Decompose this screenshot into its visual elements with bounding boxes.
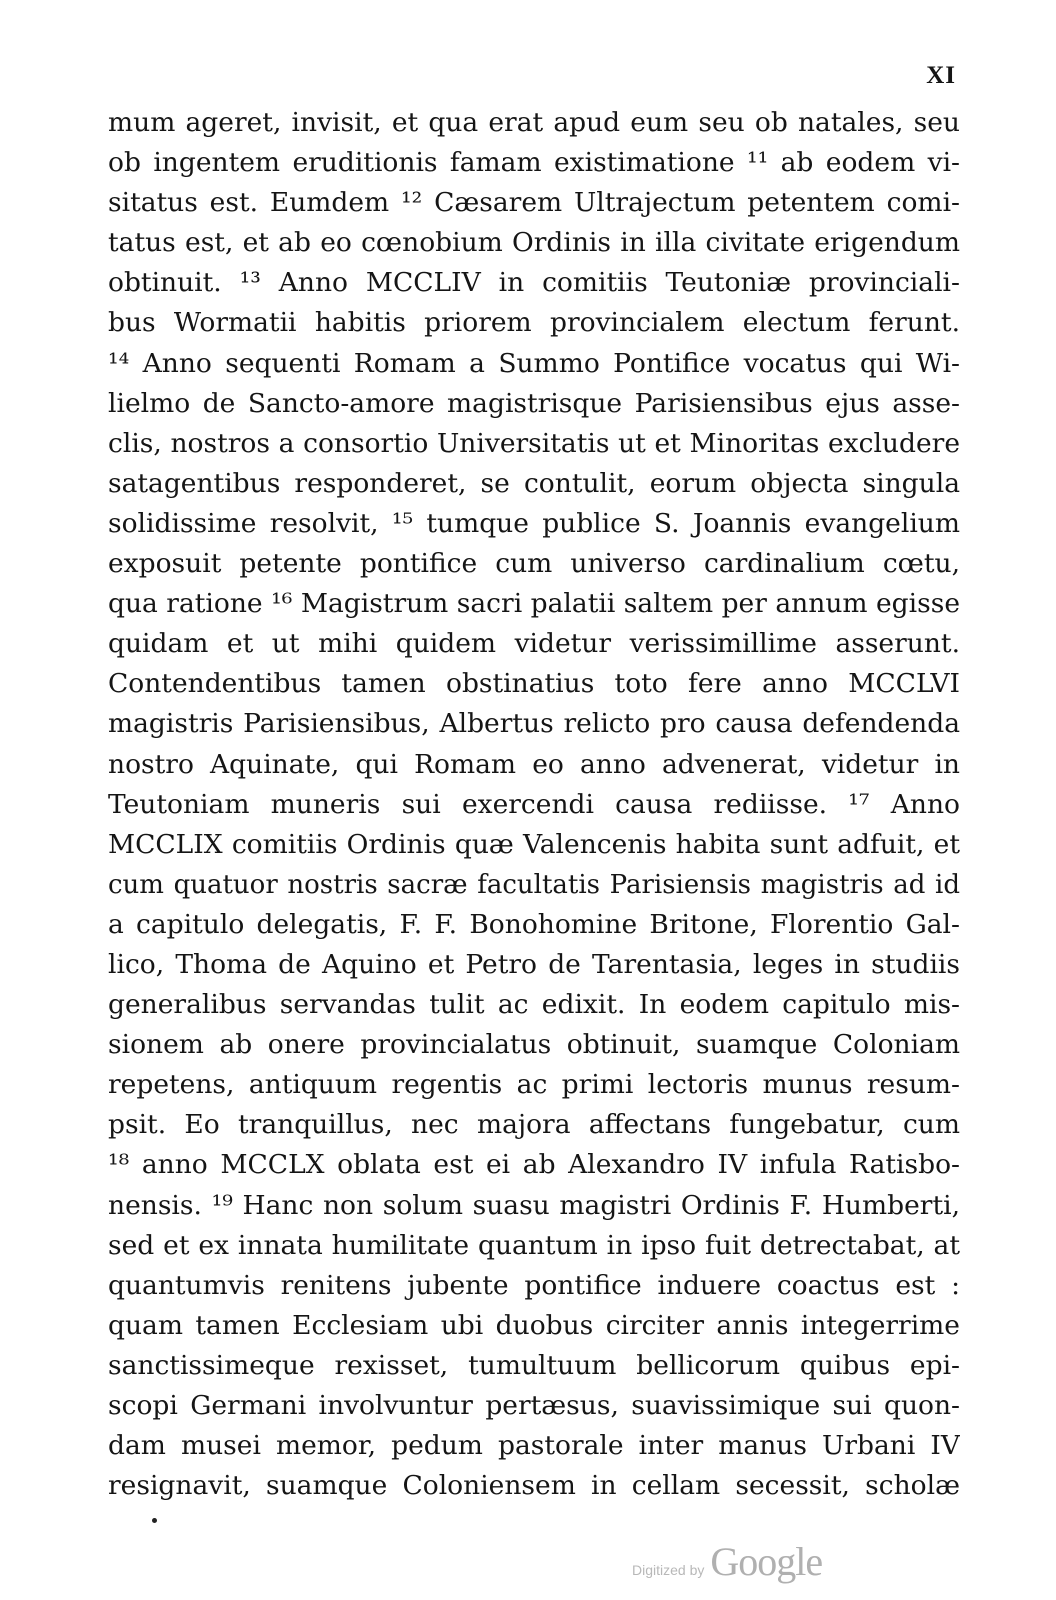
text-line: mum ageret, invisit, et qua erat apud eum seu ob natales, seu bbox=[108, 107, 960, 138]
text-line: scopi Germani involvuntur pertæsus, suavissimique sui quon- bbox=[108, 1390, 960, 1421]
text-line: a capitulo delegatis, F. F. Bonohomine Britone, Florentio Gal- bbox=[108, 908, 960, 940]
text-line: psit. Eo tranquillus, nec majora affectans fungebatur, cum bbox=[108, 1109, 960, 1141]
text-line: nensis. ¹⁹ Hanc non solum suasu magistri Ordinis F. Humberti, bbox=[108, 1189, 960, 1221]
text-line: quantumvis renitens jubente pontifice induere coactus est : bbox=[108, 1269, 960, 1301]
text-line: Teutoniam muneris sui exercendi causa rediisse. ¹⁷ Anno bbox=[108, 788, 960, 820]
body-text bbox=[108, 103, 960, 1506]
ink-dot-mark bbox=[152, 1518, 157, 1523]
text-line: generalibus servandas tulit ac edixit. In eodem capitulo mis- bbox=[108, 989, 960, 1021]
page-number: XI bbox=[926, 62, 956, 89]
text-line: sitatus est. Eumdem ¹² Cæsarem Ultrajectum petentem comi- bbox=[108, 187, 960, 219]
text-line: nostro Aquinate, qui Romam eo anno advenerat, videtur in bbox=[108, 748, 960, 780]
text-line: ¹⁴ Anno sequenti Romam a Summo Pontifice vocatus qui Wi- bbox=[108, 347, 960, 379]
text-line: quidam et ut mihi quidem videtur verissimillime asserunt. bbox=[108, 628, 960, 660]
text-line: cum quatuor nostris sacræ facultatis Parisiensis magistris ad id bbox=[108, 869, 960, 900]
text-line: resignavit, suamque Coloniensem in cellam secessit, scholæ bbox=[108, 1470, 960, 1502]
text-line: bus Wormatii habitis priorem provincialem electum ferunt. bbox=[108, 307, 960, 339]
text-line: sanctissimeque rexisset, tumultuum bellicorum quibus epi- bbox=[108, 1349, 960, 1381]
text-line: lico, Thoma de Aquino et Petro de Tarentasia, leges in studiis bbox=[108, 948, 960, 980]
text-line: sed et ex innata humilitate quantum in ipso fuit detrectabat, at bbox=[108, 1229, 960, 1261]
digitized-by-label: Digitized by bbox=[632, 1562, 705, 1578]
text-line: dam musei memor, pedum pastorale inter manus Urbani IV bbox=[108, 1430, 960, 1462]
text-line: exposuit petente pontifice cum universo cardinalium cœtu, bbox=[108, 548, 960, 580]
google-logo: Google bbox=[710, 1539, 823, 1584]
text-line: repetens, antiquum regentis ac primi lectoris munus resum- bbox=[108, 1069, 960, 1101]
text-line: lielmo de Sancto-amore magistrisque Parisiensibus ejus asse- bbox=[108, 387, 960, 419]
text-line: obtinuit. ¹³ Anno MCCLIV in comitiis Teutoniæ provinciali- bbox=[108, 267, 960, 299]
text-line: ¹⁸ anno MCCLX oblata est ei ab Alexandro IV infula Ratisbo- bbox=[108, 1149, 960, 1181]
text-line: tatus est, et ab eo cœnobium Ordinis in illa civitate erigendum bbox=[108, 227, 960, 259]
text-line: MCCLIX comitiis Ordinis quæ Valencenis habita sunt adfuit, et bbox=[108, 828, 960, 860]
text-line: Contendentibus tamen obstinatius toto fere anno MCCLVI bbox=[108, 668, 960, 700]
text-line: satagentibus responderet, se contulit, eorum objecta singula bbox=[108, 467, 960, 499]
text-line: magistris Parisiensibus, Albertus relicto pro causa defendenda bbox=[108, 708, 960, 740]
text-line: qua ratione ¹⁶ Magistrum sacri palatii saltem per annum egisse bbox=[108, 588, 960, 620]
text-line: clis, nostros a consortio Universitatis ut et Minoritas excludere bbox=[108, 427, 960, 459]
text-line: sionem ab onere provincialatus obtinuit, suamque Coloniam bbox=[108, 1029, 960, 1061]
text-line: quam tamen Ecclesiam ubi duobus circiter annis integerrime bbox=[108, 1309, 960, 1341]
text-line: solidissime resolvit, ¹⁵ tumque publice S. Joannis evangelium bbox=[108, 507, 960, 539]
digitized-by-google-watermark bbox=[632, 1538, 822, 1585]
text-line: ob ingentem eruditionis famam existimatione ¹¹ ab eodem vi- bbox=[108, 147, 960, 179]
